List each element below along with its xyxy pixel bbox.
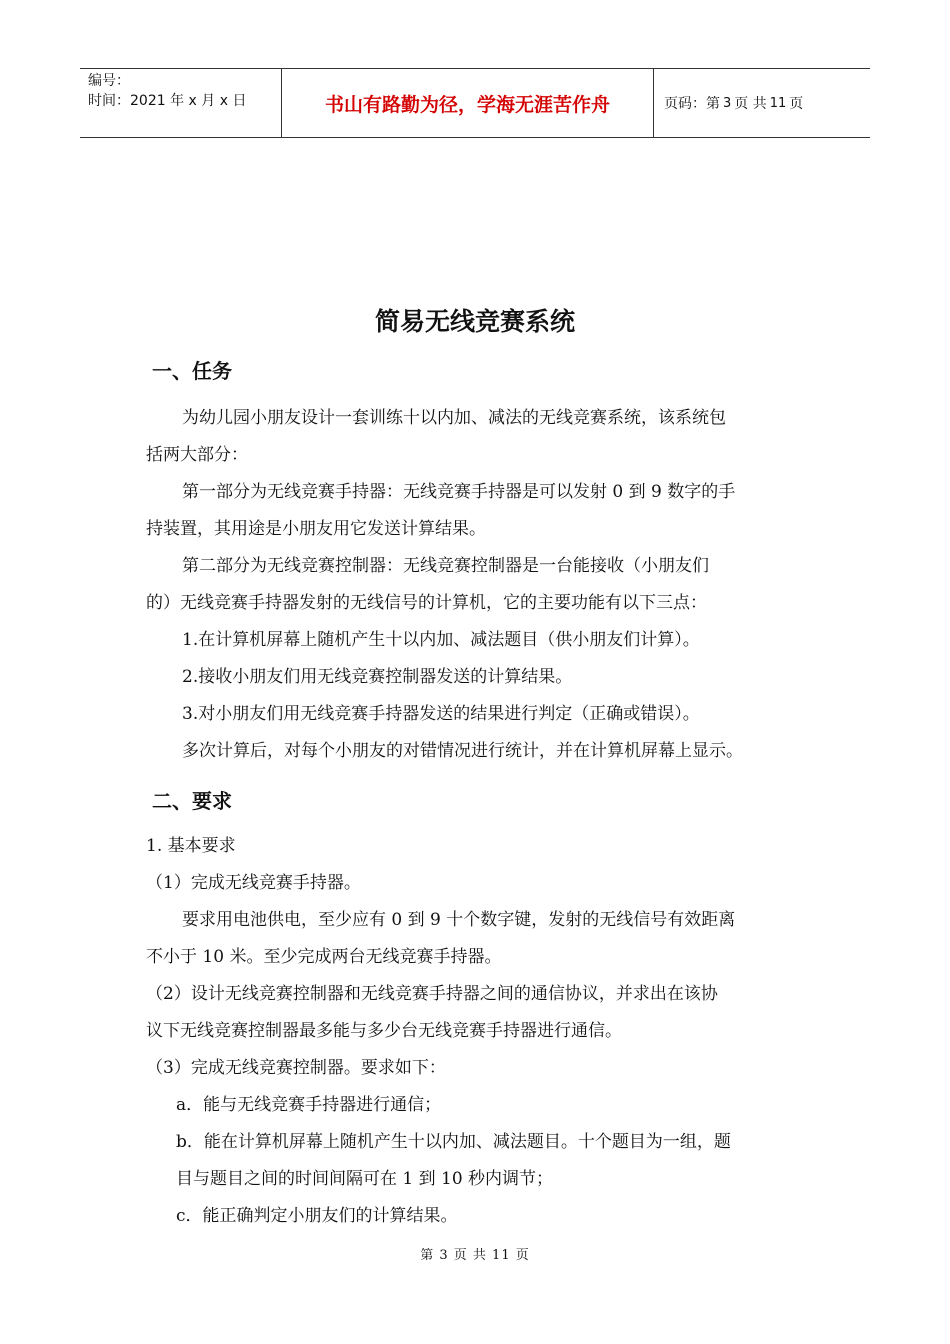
paragraph-line: 议下无线竞赛控制器最多能与多少台无线竞赛手持器进行通信。 — [146, 1021, 622, 1041]
list-item: （1）完成无线竞赛手持器。 — [146, 873, 361, 893]
list-item: b．能在计算机屏幕上随机产生十以内加、减法题目。十个题目为一组，题 — [176, 1132, 731, 1152]
list-item: 3.对小朋友们用无线竞赛手持器发送的结果进行判定（正确或错误）。 — [182, 704, 700, 724]
page-mid: 页 共 — [734, 96, 767, 112]
paragraph-line: 括两大部分： — [146, 445, 248, 465]
paragraph-line: 的）无线竞赛手持器发射的无线信号的计算机，它的主要功能有以下三点： — [146, 593, 707, 613]
subsection-heading: 1. 基本要求 — [146, 836, 236, 856]
header-meta-cell — [80, 69, 282, 137]
list-item: （3）完成无线竞赛控制器。要求如下： — [146, 1058, 446, 1078]
paragraph-line: 第二部分为无线竞赛控制器：无线竞赛控制器是一台能接收（小朋友们 — [182, 556, 709, 576]
header-table — [80, 68, 870, 138]
page-prefix: 页码：第 — [664, 96, 720, 112]
paragraph-line: 为幼儿园小朋友设计一套训练十以内加、减法的无线竞赛系统，该系统包 — [182, 408, 726, 428]
section-heading-requirements: 二、要求 — [152, 789, 232, 813]
document-title: 简易无线竞赛系统 — [374, 307, 575, 336]
paragraph-line: 第一部分为无线竞赛手持器：无线竞赛手持器是可以发射 0 到 9 数字的手 — [182, 482, 736, 502]
motto: 书山有路勤为径，学海无涯苦作舟 — [282, 69, 654, 137]
list-item: 1.在计算机屏幕上随机产生十以内加、减法题目（供小朋友们计算）。 — [182, 630, 700, 650]
page-current: 3 — [723, 95, 732, 111]
list-item: 2.接收小朋友们用无线竞赛控制器发送的计算结果。 — [182, 667, 573, 687]
page-footer: 第 3 页 共 11 页 — [420, 1248, 530, 1263]
date-label: 时间：2021 年 x 月 x 日 — [88, 93, 247, 109]
list-item: （2）设计无线竞赛控制器和无线竞赛手持器之间的通信协议，并求出在该协 — [146, 984, 718, 1004]
page-suffix: 页 — [789, 96, 804, 112]
paragraph-line: 多次计算后，对每个小朋友的对错情况进行统计，并在计算机屏幕上显示。 — [182, 741, 743, 761]
list-item: a．能与无线竞赛手持器进行通信； — [176, 1095, 442, 1115]
page-total: 11 — [769, 95, 787, 111]
page-indicator — [654, 69, 870, 137]
paragraph-line: 目与题目之间的时间间隔可在 1 到 10 秒内调节； — [176, 1169, 554, 1189]
paragraph-line: 要求用电池供电，至少应有 0 到 9 十个数字键，发射的无线信号有效距离 — [182, 910, 736, 930]
list-item: c．能正确判定小朋友们的计算结果。 — [176, 1206, 458, 1226]
paragraph-line: 不小于 10 米。至少完成两台无线竞赛手持器。 — [146, 947, 502, 967]
paragraph-line: 持装置，其用途是小朋友用它发送计算结果。 — [146, 519, 486, 539]
serial-label: 编号： — [88, 73, 130, 89]
section-heading-task: 一、任务 — [152, 359, 232, 383]
